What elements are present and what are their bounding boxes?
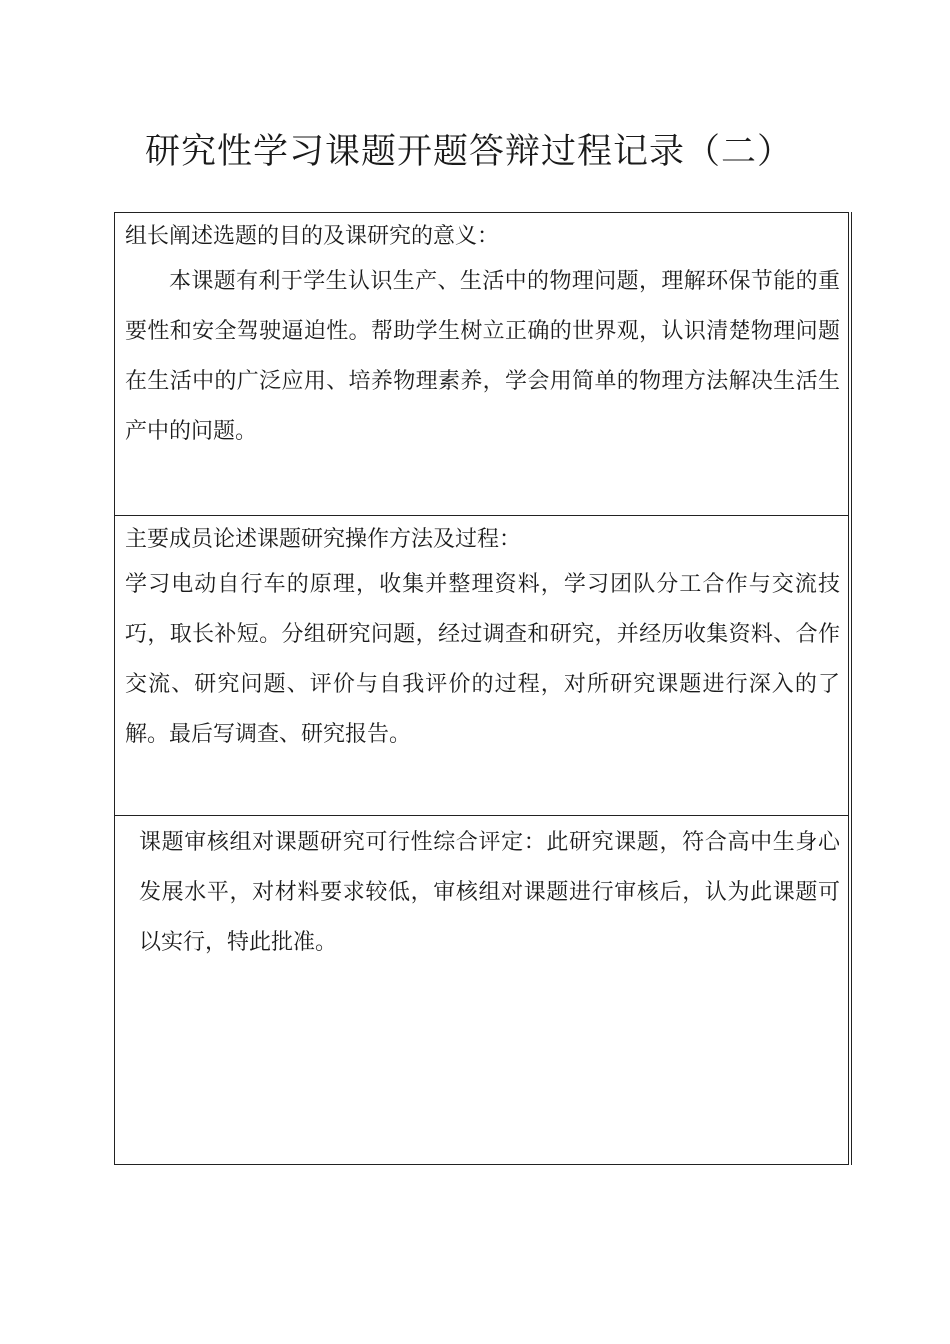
page-title: 研究性学习课题开题答辩过程记录（二） bbox=[145, 132, 794, 172]
record-table bbox=[114, 212, 849, 1165]
section-heading: 组长阐述选题的目的及课研究的意义： bbox=[125, 224, 500, 249]
section-feasibility-review bbox=[115, 815, 848, 1164]
review-paragraph bbox=[125, 818, 840, 968]
section-body: 学习电动自行车的原理，收集并整理资料，学习团队分工合作与交流技巧，取长补短。分组研究问题，经过调查和研究，并经历收集资料、合作交流、研究问题、评价与自我评价的过程，对所研究课题进行深入的了解。最后写调查、研究报告。 bbox=[125, 572, 840, 747]
section-body: 此研究课题，符合高中生身心发展水平，对材料要求较低，审核组对课题进行审核后，认为此课题可以实行，特此批准。 bbox=[139, 830, 840, 955]
section-body: 本课题有利于学生认识生产、生活中的物理问题，理解环保节能的重要性和安全驾驶逼迫性。帮助学生树立正确的世界观，认识清楚物理问题在生活中的广泛应用、培养物理素养，学会用简单的物理方法解决生活生产中的问题。 bbox=[125, 269, 840, 444]
section-heading: 课题审核组对课题研究可行性综合评定： bbox=[139, 830, 547, 855]
section-topic-purpose bbox=[115, 213, 848, 515]
section-research-method bbox=[115, 515, 848, 815]
section-heading: 主要成员论述课题研究操作方法及过程： bbox=[125, 527, 522, 552]
